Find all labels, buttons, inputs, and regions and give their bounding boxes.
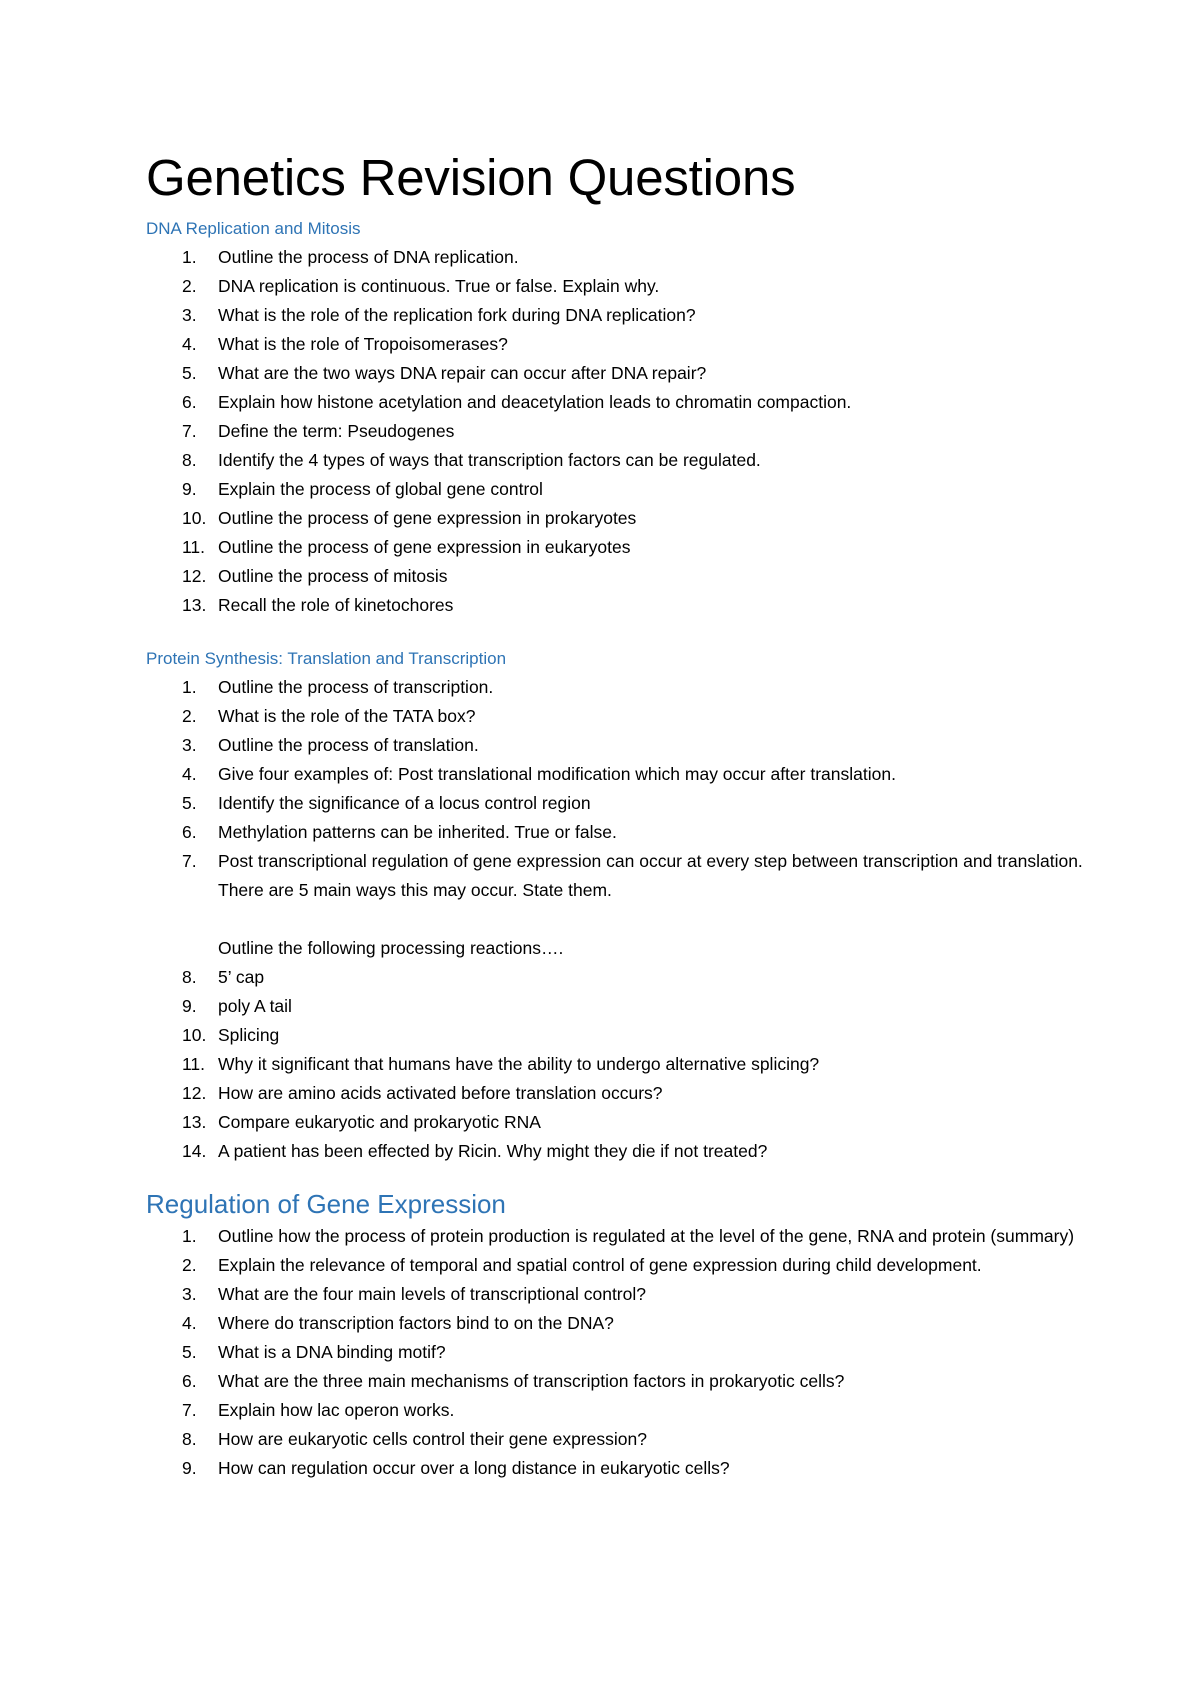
- item-number: 3.: [182, 1284, 197, 1304]
- list-item: [146, 388, 1106, 417]
- section-protein-synthesis: [146, 644, 1106, 1166]
- item-number: 2.: [182, 276, 197, 296]
- list-item: [146, 1396, 1106, 1425]
- list-item: [146, 1454, 1106, 1483]
- list-item: [146, 1367, 1106, 1396]
- list-item: [146, 1222, 1106, 1251]
- section-heading: Regulation of Gene Expression: [146, 1189, 506, 1219]
- section-dna-replication: [146, 214, 1106, 620]
- item-text: How are eukaryotic cells control their gene expression?: [218, 1429, 647, 1449]
- item-text: What is a DNA binding motif?: [218, 1342, 446, 1362]
- item-text: Outline the process of mitosis: [218, 566, 448, 586]
- item-text: Outline the process of translation.: [218, 735, 479, 755]
- item-number: 8.: [182, 967, 197, 987]
- list-item: [146, 1338, 1106, 1367]
- question-list: [146, 673, 1106, 905]
- item-number: 7.: [182, 1400, 197, 1420]
- question-list-continued: [146, 963, 1106, 1166]
- question-list: [146, 243, 1106, 620]
- list-item: [146, 1309, 1106, 1338]
- item-text: Outline how the process of protein production is regulated at the level of the gene, RNA and protein (summary): [218, 1226, 1075, 1246]
- list-item: [146, 359, 1106, 388]
- list-item: [146, 243, 1106, 272]
- item-number: 1.: [182, 1226, 197, 1246]
- list-item: [146, 417, 1106, 446]
- item-number: 6.: [182, 392, 197, 412]
- item-text: Post transcriptional regulation of gene expression can occur at every step between transcription and translation. There are 5 main ways this may occur. State them.: [218, 851, 1083, 900]
- item-number: 12.: [182, 1083, 207, 1103]
- list-item: [146, 789, 1106, 818]
- item-number: 3.: [182, 305, 197, 325]
- item-number: 7.: [182, 851, 197, 871]
- item-text: A patient has been effected by Ricin. Why might they die if not treated?: [218, 1141, 768, 1161]
- list-item: [146, 1280, 1106, 1309]
- question-list: [146, 1222, 1106, 1483]
- item-text: Splicing: [218, 1025, 280, 1045]
- item-number: 3.: [182, 735, 197, 755]
- item-number: 1.: [182, 677, 197, 697]
- item-number: 5.: [182, 793, 197, 813]
- item-text: What are the four main levels of transcriptional control?: [218, 1284, 646, 1304]
- list-item: [146, 475, 1106, 504]
- item-text: What is the role of Tropoisomerases?: [218, 334, 508, 354]
- item-text: Where do transcription factors bind to on the DNA?: [218, 1313, 614, 1333]
- list-item: [146, 760, 1106, 789]
- item-number: 6.: [182, 822, 197, 842]
- item-number: 10.: [182, 1025, 207, 1045]
- item-text: 5’ cap: [218, 967, 265, 987]
- item-text: Explain how histone acetylation and deacetylation leads to chromatin compaction.: [218, 392, 852, 412]
- item-number: 4.: [182, 334, 197, 354]
- item-text: Why it significant that humans have the ability to undergo alternative splicing?: [218, 1054, 820, 1074]
- item-text: Compare eukaryotic and prokaryotic RNA: [218, 1112, 541, 1132]
- list-item: [146, 963, 1106, 992]
- list-item: [146, 562, 1106, 591]
- item-number: 8.: [182, 1429, 197, 1449]
- item-number: 2.: [182, 1255, 197, 1275]
- section-heading: Protein Synthesis: Translation and Transcription: [146, 649, 507, 668]
- item-number: 4.: [182, 1313, 197, 1333]
- item-text: Methylation patterns can be inherited. True or false.: [218, 822, 617, 842]
- item-number: 13.: [182, 595, 207, 615]
- list-item: [146, 1251, 1106, 1280]
- item-number: 5.: [182, 1342, 197, 1362]
- item-text: How are amino acids activated before translation occurs?: [218, 1083, 663, 1103]
- item-text: Outline the process of gene expression in eukaryotes: [218, 537, 631, 557]
- list-item: [146, 1050, 1106, 1079]
- item-text: poly A tail: [218, 996, 292, 1016]
- item-number: 13.: [182, 1112, 207, 1132]
- item-text: Outline the process of gene expression in prokaryotes: [218, 508, 637, 528]
- list-item: [146, 533, 1106, 562]
- item-text: Outline the process of DNA replication.: [218, 247, 519, 267]
- item-number: 6.: [182, 1371, 197, 1391]
- list-item: [146, 673, 1106, 702]
- item-text: Recall the role of kinetochores: [218, 595, 454, 615]
- list-item: [146, 992, 1106, 1021]
- list-item: [146, 731, 1106, 760]
- item-number: 4.: [182, 764, 197, 784]
- document-title: Genetics Revision Questions: [146, 149, 796, 206]
- item-number: 12.: [182, 566, 207, 586]
- item-text: Identify the significance of a locus control region: [218, 793, 591, 813]
- list-item: [146, 702, 1106, 731]
- list-item: [146, 1137, 1106, 1166]
- item-text: Define the term: Pseudogenes: [218, 421, 455, 441]
- item-number: 10.: [182, 508, 207, 528]
- item-number: 11.: [182, 537, 206, 557]
- list-item: [146, 1108, 1106, 1137]
- item-text: How can regulation occur over a long distance in eukaryotic cells?: [218, 1458, 730, 1478]
- item-number: 9.: [182, 1458, 197, 1478]
- list-item: [146, 330, 1106, 359]
- item-text: Explain how lac operon works.: [218, 1400, 455, 1420]
- list-item: [146, 504, 1106, 533]
- item-text: Give four examples of: Post translational modification which may occur after translation.: [218, 764, 896, 784]
- list-item: [146, 591, 1106, 620]
- item-text: What is the role of the replication fork during DNA replication?: [218, 305, 696, 325]
- item-number: 14.: [182, 1141, 207, 1161]
- item-number: 7.: [182, 421, 197, 441]
- list-item: [146, 1425, 1106, 1454]
- item-number: 8.: [182, 450, 197, 470]
- item-number: 5.: [182, 363, 197, 383]
- item-text: Outline the process of transcription.: [218, 677, 494, 697]
- section-heading: DNA Replication and Mitosis: [146, 219, 361, 238]
- list-item: [146, 446, 1106, 475]
- section-gene-regulation: [146, 1186, 1106, 1483]
- item-text: Explain the process of global gene control: [218, 479, 543, 499]
- list-item: [146, 818, 1106, 847]
- item-number: 9.: [182, 479, 197, 499]
- item-text: What is the role of the TATA box?: [218, 706, 476, 726]
- item-text: What are the two ways DNA repair can occur after DNA repair?: [218, 363, 707, 383]
- item-number: 11.: [182, 1054, 206, 1074]
- item-text: What are the three main mechanisms of transcription factors in prokaryotic cells?: [218, 1371, 845, 1391]
- list-item: [146, 272, 1106, 301]
- item-number: 2.: [182, 706, 197, 726]
- item-text: Identify the 4 types of ways that transcription factors can be regulated.: [218, 450, 761, 470]
- item-text: Explain the relevance of temporal and spatial control of gene expression during child development.: [218, 1255, 982, 1275]
- list-item: [146, 1079, 1106, 1108]
- item-text: DNA replication is continuous. True or false. Explain why.: [218, 276, 660, 296]
- list-item: [146, 1021, 1106, 1050]
- item-number: 9.: [182, 996, 197, 1016]
- list-item: [146, 847, 1106, 905]
- list-item: [146, 301, 1106, 330]
- processing-reactions-note: Outline the following processing reactions….: [218, 938, 564, 958]
- item-number: 1.: [182, 247, 197, 267]
